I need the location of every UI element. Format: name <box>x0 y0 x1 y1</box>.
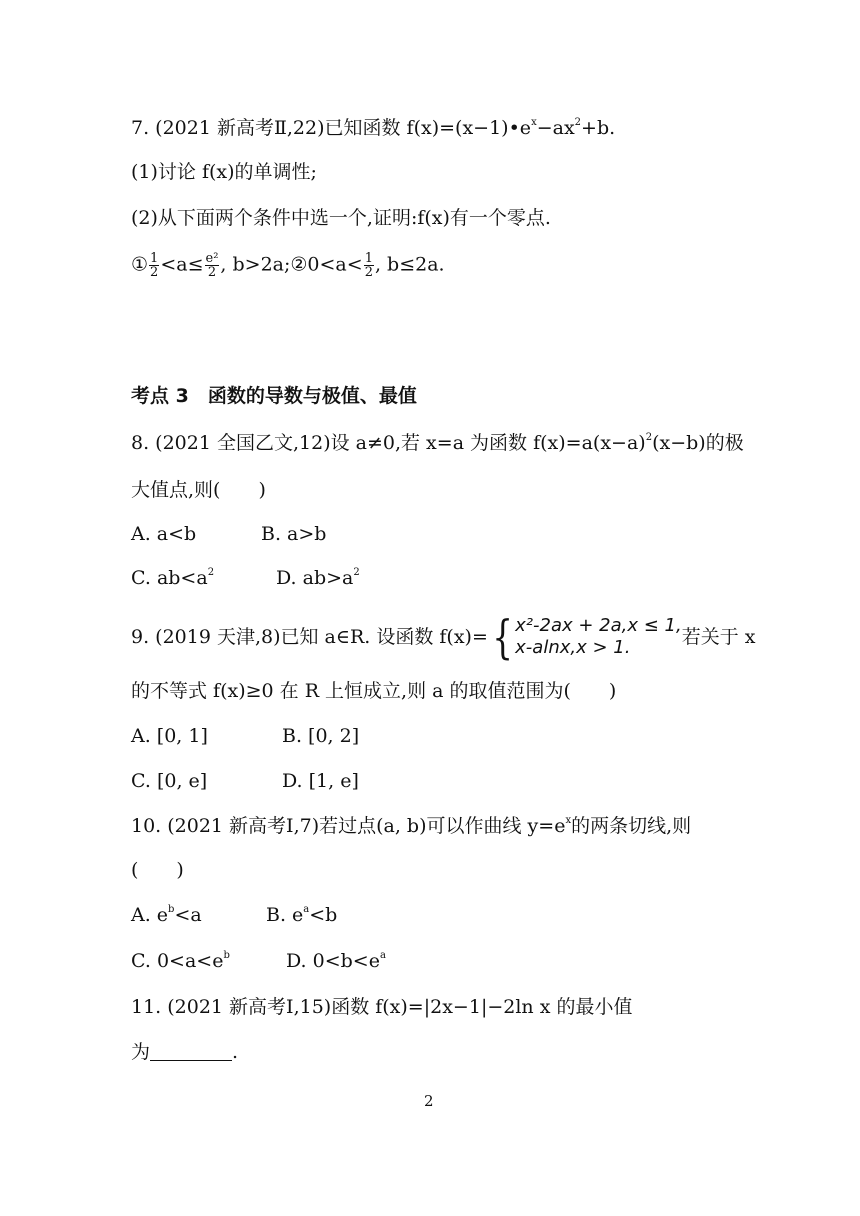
q10-option-b: B. $e^a<b$ <box>266 904 338 926</box>
q9-stem: 9. (2019 天津,8)已知 a∈R. 设函数 f(x)={ x²-2ax + 2a,x ≤ 1, x-alnx,x > 1. 若关于 x <box>131 610 756 664</box>
q7-frac-1: $\frac{1}{2}$ <box>150 251 159 280</box>
q8-stem-2: 大值点,则( ) <box>131 479 266 501</box>
q10-option-a: A. $e^b<a$ <box>131 904 202 926</box>
section-heading: 考点 3 函数的导数与极值、最值 <box>131 385 417 407</box>
q7-part1: (1)讨论 f(x)的单调性; <box>131 161 317 183</box>
q7-sup-2: 2 <box>574 117 582 128</box>
q9-option-a: A. [0, 1] <box>131 725 208 747</box>
q7-stem-post: +b. <box>581 117 616 139</box>
q7-conditions: ① $\frac{1}{2}$ <a≤ $\frac{\text{e²}}{2}$ , b>2a;②0<a< $\frac{1}{2}$ , b≤2a. <box>131 251 445 280</box>
q10-option-d: D. $0<b<e^a$ <box>286 950 386 972</box>
q9-option-d: D. [1, e] <box>282 770 359 792</box>
q8-stem: 8. (2021 全国乙文,12)设 a≠0,若 x=a 为函数 $f(x)=a(x-a)^2(x-b)$的极 <box>131 432 744 454</box>
q9-option-b: B. [0, 2] <box>282 725 360 747</box>
page-number: 2 <box>424 1092 434 1110</box>
q7-frac-3: $\frac{1}{2}$ <box>364 251 373 280</box>
q7-stem <box>131 116 615 140</box>
q8-option-b: B. a>b <box>261 523 327 545</box>
q9-case-2: x-alnx,x > 1. <box>515 637 631 658</box>
q7-stem-pre: 7. (2021 新高考Ⅱ,22)已知函数 f(x)=(x−1)•e <box>131 117 532 139</box>
q7-frac-2: $\frac{\text{e²}}{2}$ <box>205 251 219 280</box>
answer-blank <box>150 1040 232 1061</box>
q9-stem-2: 的不等式 f(x)≥0 在 R 上恒成立,则 a 的取值范围为( ) <box>131 680 617 702</box>
q8-option-a: A. a<b <box>131 523 197 545</box>
q9-option-c: C. [0, e] <box>131 770 208 792</box>
q10-stem-2: ( ) <box>131 859 184 881</box>
q7-part2: (2)从下面两个条件中选一个,证明:f(x)有一个零点. <box>131 207 551 229</box>
q7-sup-x: x <box>531 117 537 128</box>
q9-case-1: x²-2ax + 2a,x ≤ 1, <box>515 615 682 636</box>
q9-piecewise <box>515 615 682 659</box>
q8-option-c: C. $ab<a^2$ <box>131 567 215 589</box>
piecewise-brace-icon: { <box>492 610 513 664</box>
q10-option-c: C. $0<a<e^b$ <box>131 950 230 972</box>
q7-cond-circle-1: ① <box>131 253 149 276</box>
q11-stem: 11. (2021 新高考Ⅰ,15)函数 f(x)=|2x−1|−2ln x 的最小值 <box>131 996 633 1018</box>
q11-stem-2: 为 . <box>131 1041 239 1063</box>
q7-stem-mid: −ax <box>536 117 575 139</box>
q10-stem: 10. (2021 新高考Ⅰ,7)若过点(a, b)可以作曲线 $y=e^x$的两条切线,则 <box>131 815 692 837</box>
q8-option-d: D. $ab>a^2$ <box>276 567 360 589</box>
